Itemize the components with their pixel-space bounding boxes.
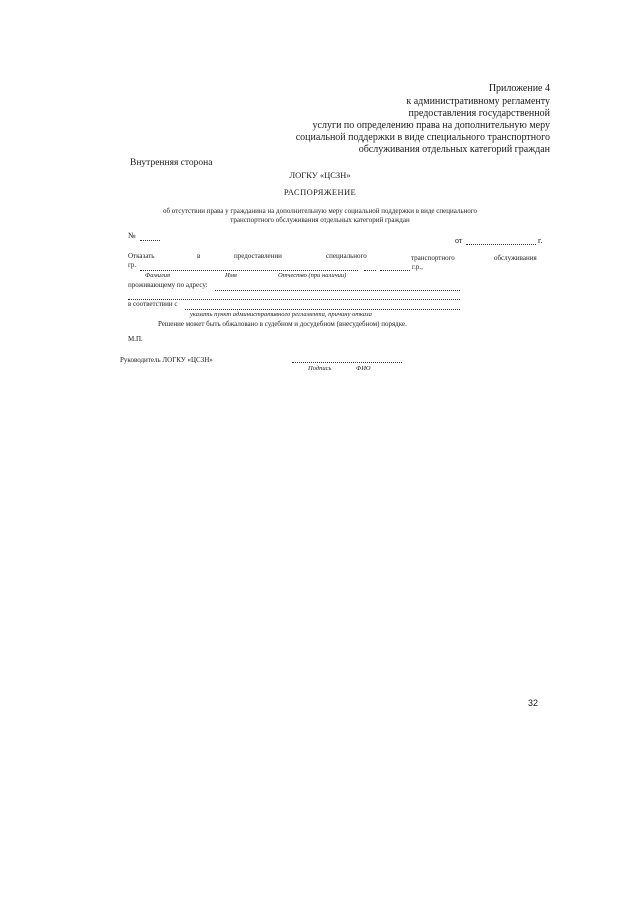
caption-patronymic: Отчество (при наличии) — [278, 272, 347, 279]
appendix-title: Приложение 4 — [488, 83, 550, 94]
accordance-field[interactable] — [185, 309, 460, 310]
document-title: РАСПОРЯЖЕНИЕ — [283, 187, 357, 197]
appendix-line-5: социальной поддержки в виде специального транспортного — [295, 132, 550, 143]
signature-field[interactable] — [292, 362, 402, 363]
caption-name: Имя — [225, 272, 237, 279]
document-subtitle-line-1: об отсутствии права у гражданина на дополнительную меру социальной поддержки в виде специального — [162, 207, 478, 215]
side-label: Внутренняя сторона — [130, 158, 213, 168]
date-field[interactable] — [466, 244, 536, 245]
signature-caption: Подпись — [308, 365, 332, 372]
appeal-notice: Решение может быть обжаловано в судебном и досудебном (внесудебном) порядке. — [158, 320, 407, 328]
number-field[interactable] — [140, 240, 160, 241]
address-label: проживающему по адресу: — [128, 281, 208, 289]
stamp-label: М.П. — [128, 335, 143, 343]
refuse-word-5: транспортного — [411, 254, 455, 262]
refuse-word-3: предоставлении — [234, 252, 282, 260]
citizen-fullname-field[interactable] — [140, 270, 358, 271]
appendix-line-2: к административному регламенту — [406, 96, 550, 107]
document-subtitle-line-2: транспортного обслуживания отдельных категорий граждан — [230, 216, 410, 224]
refuse-word-2: в — [197, 252, 201, 260]
number-label: № — [128, 231, 136, 240]
address-field[interactable] — [215, 290, 460, 291]
fio-caption: ФИО — [356, 365, 371, 372]
date-from-label: от — [455, 236, 463, 245]
address-field-line-2[interactable] — [128, 299, 460, 300]
birth-month-field[interactable] — [380, 270, 410, 271]
birth-day-field[interactable] — [364, 270, 376, 271]
birth-suffix: г.р., — [412, 263, 423, 271]
caption-surname: Фамилия — [145, 272, 170, 279]
refuse-word-1: Отказать — [128, 252, 155, 260]
date-year-label: г. — [538, 236, 543, 245]
organization-name: ЛОГКУ «ЦСЗН» — [289, 170, 351, 180]
page-number: 32 — [528, 698, 539, 708]
accordance-label: в соответствии с — [128, 300, 178, 308]
refuse-word-6: обслуживания — [494, 254, 537, 262]
appendix-line-3: предоставления государственной — [408, 108, 550, 119]
appendix-line-4: услуги по определению права на дополнительную меру — [312, 120, 550, 131]
accordance-caption: указать пункт административного регламента, причину отказа — [190, 311, 372, 318]
citizen-prefix: гр. — [128, 261, 137, 269]
appendix-line-6: обслуживания отдельных категорий граждан — [358, 144, 550, 155]
refuse-word-4: специального — [326, 252, 367, 260]
head-label: Руководитель ЛОГКУ «ЦСЗН» — [120, 356, 213, 364]
